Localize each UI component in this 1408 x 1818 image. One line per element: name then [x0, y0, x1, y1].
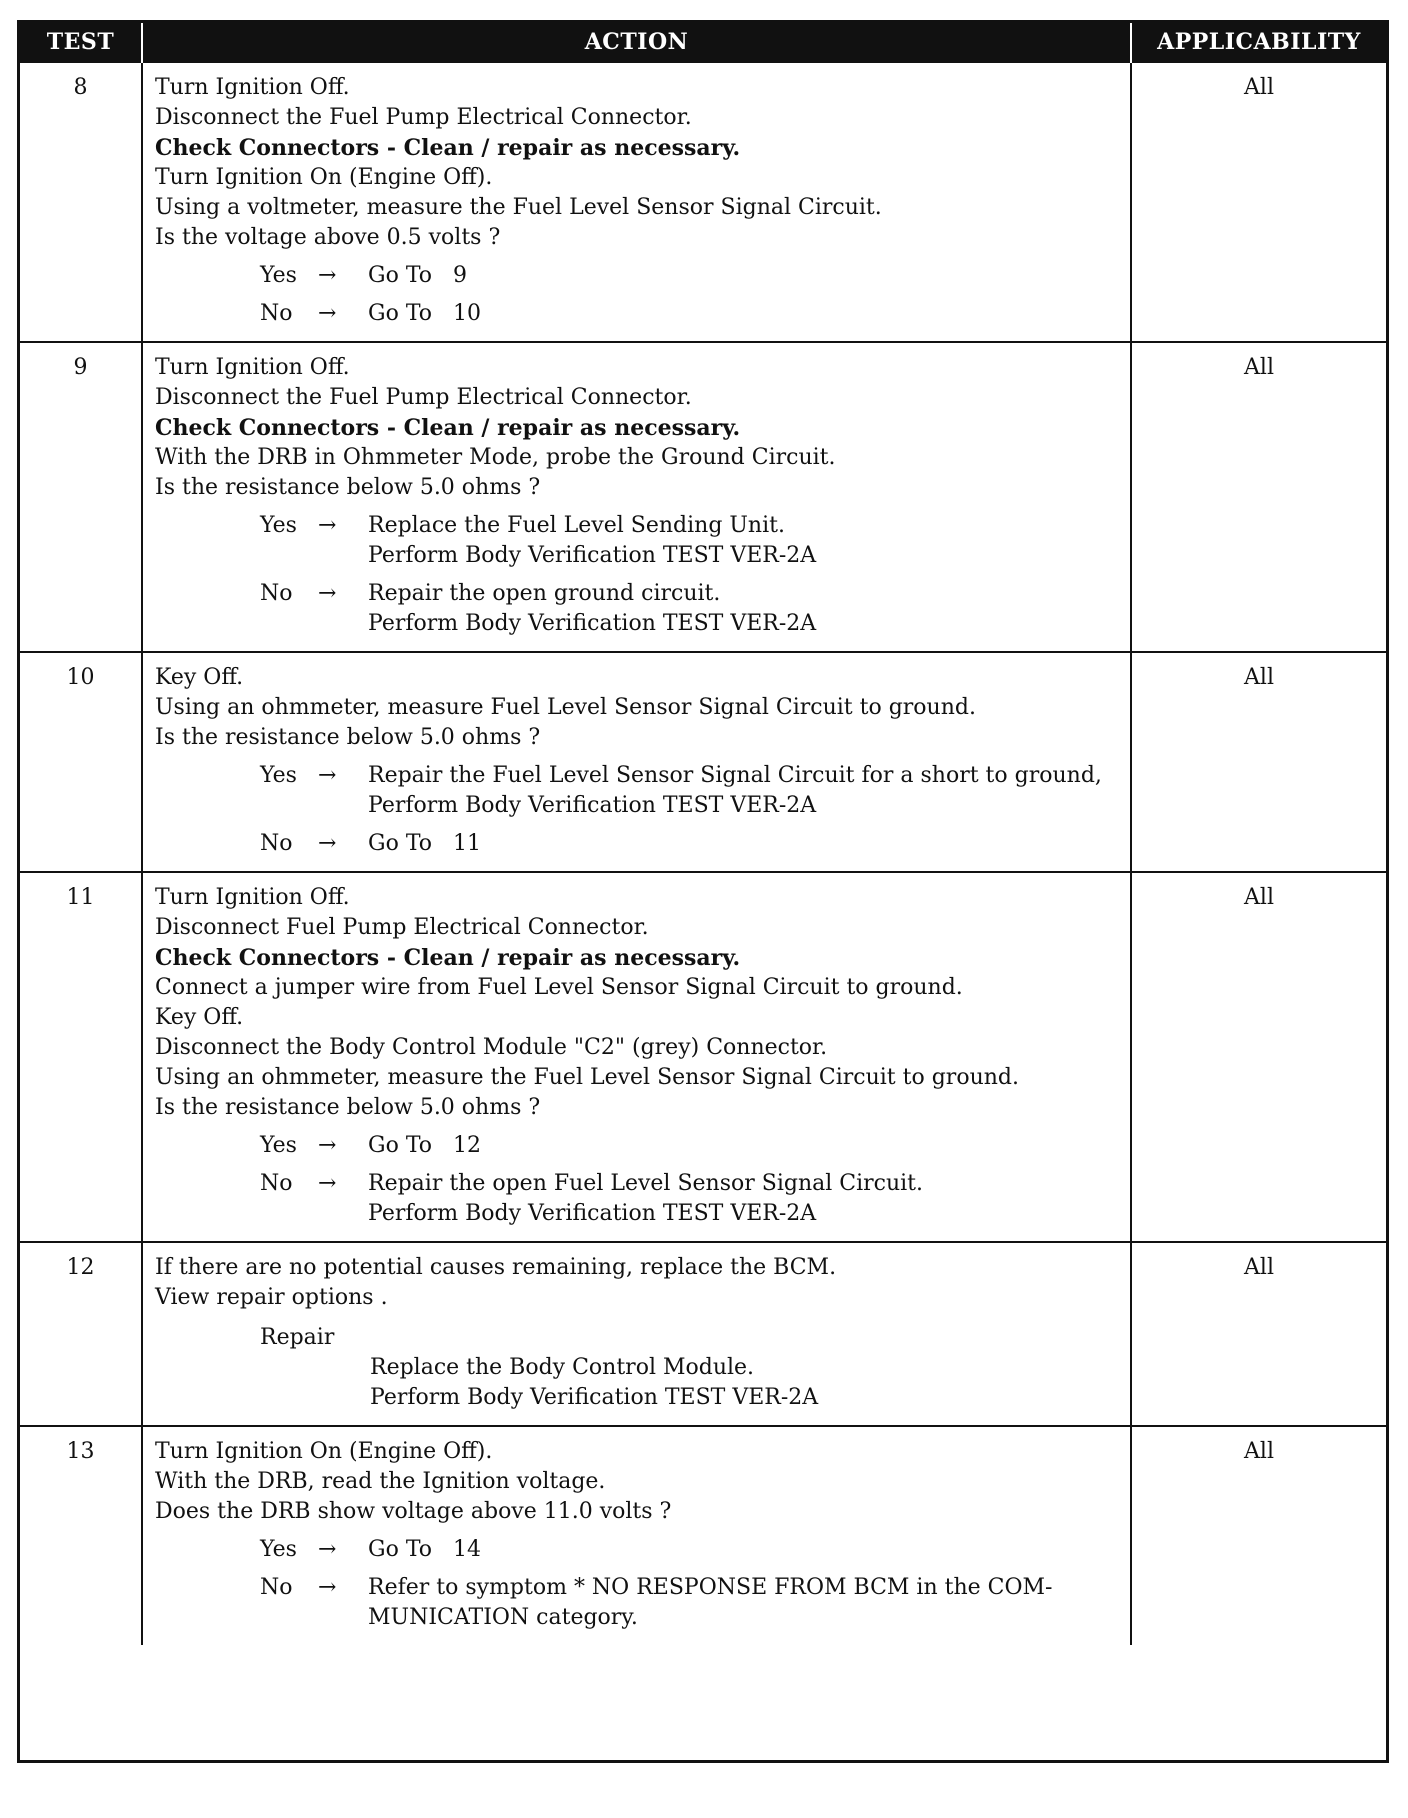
no-branch: [260, 579, 1122, 639]
result-line: Go To 14: [368, 1537, 481, 1562]
action-line: Turn Ignition Off.: [155, 75, 350, 100]
no-label: No: [260, 1171, 293, 1196]
header-applicability: APPLICABILITY: [1131, 23, 1386, 62]
action-line: Check Connectors - Clean / repair as necessary.: [155, 135, 741, 161]
yes-label: Yes: [260, 1133, 297, 1158]
yes-result: [368, 761, 1102, 821]
test-number: 13: [20, 1426, 142, 1645]
no-label: No: [260, 831, 293, 856]
action-line: Is the resistance below 5.0 ohms ?: [155, 1095, 541, 1120]
right-arrow-icon: →: [318, 581, 337, 606]
no-result: [368, 299, 481, 329]
action-line: Key Off.: [155, 1005, 244, 1030]
diagnostic-table: [20, 23, 1386, 1645]
action-line: Disconnect the Fuel Pump Electrical Connector.: [155, 105, 692, 130]
test-number: 8: [20, 62, 142, 342]
no-label: No: [260, 301, 293, 326]
table-header-row: [20, 23, 1386, 62]
yes-branch: [260, 761, 1122, 821]
table-row: [20, 342, 1386, 652]
action-cell: [142, 872, 1131, 1242]
action-cell: [142, 1426, 1131, 1645]
repair-line: Replace the Body Control Module.: [370, 1355, 755, 1380]
header-action: ACTION: [142, 23, 1131, 62]
action-cell: [142, 342, 1131, 652]
action-line: Check Connectors - Clean / repair as necessary.: [155, 415, 741, 441]
action-line: Turn Ignition On (Engine Off).: [155, 1439, 493, 1464]
action-cell: [142, 652, 1131, 872]
result-line: Perform Body Verification TEST VER-2A: [368, 793, 817, 818]
no-label: No: [260, 1575, 293, 1600]
applicability-value: All: [1131, 62, 1386, 342]
repair-line: Perform Body Verification TEST VER-2A: [370, 1385, 819, 1410]
no-label: No: [260, 581, 293, 606]
no-branch: [260, 299, 1122, 329]
action-line: View repair options .: [155, 1285, 388, 1310]
right-arrow-icon: →: [318, 1171, 337, 1196]
yes-result: [368, 261, 467, 291]
action-line: Disconnect the Fuel Pump Electrical Connector.: [155, 385, 692, 410]
yes-branch: [260, 1535, 1122, 1565]
action-line: With the DRB in Ohmmeter Mode, probe the Ground Circuit.: [155, 445, 836, 470]
right-arrow-icon: →: [318, 513, 337, 538]
yes-result: [368, 1535, 481, 1565]
test-number: 12: [20, 1242, 142, 1426]
test-number: 11: [20, 872, 142, 1242]
repair-label: Repair: [260, 1325, 335, 1350]
result-line: Replace the Fuel Level Sending Unit.: [368, 513, 785, 538]
action-line: Turn Ignition Off.: [155, 355, 350, 380]
right-arrow-icon: →: [318, 263, 337, 288]
yes-label: Yes: [260, 513, 297, 538]
result-line: Repair the open Fuel Level Sensor Signal Circuit.: [368, 1171, 924, 1196]
result-line: Perform Body Verification TEST VER-2A: [368, 543, 817, 568]
action-cell: [142, 1242, 1131, 1426]
yes-branch: [260, 261, 1122, 291]
yes-result: [368, 1131, 481, 1161]
applicability-value: All: [1131, 872, 1386, 1242]
applicability-value: All: [1131, 652, 1386, 872]
action-line: Using an ohmmeter, measure Fuel Level Sensor Signal Circuit to ground.: [155, 695, 976, 720]
right-arrow-icon: →: [318, 831, 337, 856]
result-line: Go To 10: [368, 301, 481, 326]
yes-label: Yes: [260, 1537, 297, 1562]
action-line: Check Connectors - Clean / repair as necessary.: [155, 945, 741, 971]
action-line: Turn Ignition On (Engine Off).: [155, 165, 493, 190]
table-row: [20, 1426, 1386, 1645]
action-line: Turn Ignition Off.: [155, 885, 350, 910]
action-line: Disconnect the Body Control Module "C2" (grey) Connector.: [155, 1035, 828, 1060]
yes-label: Yes: [260, 763, 297, 788]
result-line: Go To 12: [368, 1133, 481, 1158]
result-line: Go To 9: [368, 263, 467, 288]
no-branch: [260, 829, 1122, 859]
right-arrow-icon: →: [318, 1133, 337, 1158]
diagnostic-table-sheet: [17, 20, 1389, 1763]
no-result: [368, 829, 481, 859]
table-row: [20, 652, 1386, 872]
yes-result: [368, 511, 816, 571]
header-test: TEST: [20, 23, 142, 62]
no-result: [368, 1573, 1052, 1633]
applicability-value: All: [1131, 1242, 1386, 1426]
right-arrow-icon: →: [318, 1575, 337, 1600]
table-row: [20, 62, 1386, 342]
action-line: Is the voltage above 0.5 volts ?: [155, 225, 501, 250]
action-line: Using a voltmeter, measure the Fuel Level Sensor Signal Circuit.: [155, 195, 882, 220]
no-result: [368, 579, 816, 639]
action-line: Does the DRB show voltage above 11.0 volts ?: [155, 1499, 672, 1524]
applicability-value: All: [1131, 342, 1386, 652]
action-line: Connect a jumper wire from Fuel Level Sensor Signal Circuit to ground.: [155, 975, 963, 1000]
yes-branch: [260, 511, 1122, 571]
no-branch: [260, 1169, 1122, 1229]
table-row: [20, 872, 1386, 1242]
table-row: [20, 1242, 1386, 1426]
test-number: 9: [20, 342, 142, 652]
result-line: Perform Body Verification TEST VER-2A: [368, 1201, 817, 1226]
action-line: Using an ohmmeter, measure the Fuel Level Sensor Signal Circuit to ground.: [155, 1065, 1019, 1090]
action-line: Is the resistance below 5.0 ohms ?: [155, 725, 541, 750]
test-number: 10: [20, 652, 142, 872]
table-body: [20, 62, 1386, 1645]
right-arrow-icon: →: [318, 301, 337, 326]
result-line: Repair the open ground circuit.: [368, 581, 721, 606]
action-line: With the DRB, read the Ignition voltage.: [155, 1469, 606, 1494]
applicability-value: All: [1131, 1426, 1386, 1645]
right-arrow-icon: →: [318, 1537, 337, 1562]
yes-branch: [260, 1131, 1122, 1161]
action-line: Key Off.: [155, 665, 244, 690]
result-line: Go To 11: [368, 831, 481, 856]
result-line: MUNICATION category.: [368, 1605, 638, 1630]
result-line: Refer to symptom * NO RESPONSE FROM BCM in the COM-: [368, 1575, 1053, 1600]
result-line: Perform Body Verification TEST VER-2A: [368, 611, 817, 636]
action-line: If there are no potential causes remaining, replace the BCM.: [155, 1255, 837, 1280]
action-cell: [142, 62, 1131, 342]
action-line: Disconnect Fuel Pump Electrical Connector.: [155, 915, 649, 940]
no-result: [368, 1169, 923, 1229]
no-branch: [260, 1573, 1122, 1633]
right-arrow-icon: →: [318, 763, 337, 788]
action-line: Is the resistance below 5.0 ohms ?: [155, 475, 541, 500]
yes-label: Yes: [260, 263, 297, 288]
result-line: Repair the Fuel Level Sensor Signal Circuit for a short to ground,: [368, 763, 1102, 788]
